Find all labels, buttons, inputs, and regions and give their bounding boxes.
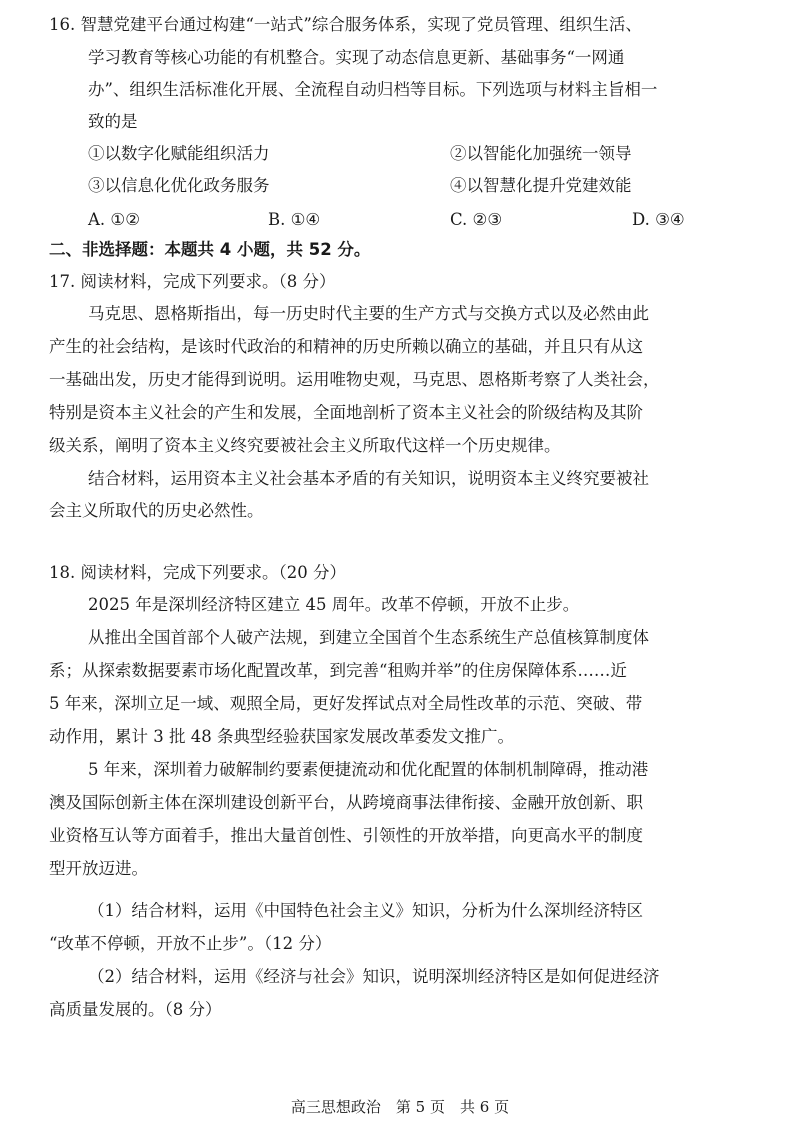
q18-material-line: 动作用，累计 3 批 48 条典型经验获国家发展改革委发文推广。 xyxy=(49,727,514,746)
q18-material-line: 型开放迈进。 xyxy=(49,859,148,878)
q17-material-line: 一基础出发，历史才能得到说明。运用唯物史观，马克思、恩格斯考察了人类社会， xyxy=(49,370,660,389)
q18-material-line: 2025 年是深圳经济特区建立 45 周年。改革不停顿，开放不止步。 xyxy=(88,595,580,614)
q17-material-line: 产生的社会结构，是该时代政治的和精神的历史所赖以确立的基础，并且只有从这 xyxy=(49,337,643,356)
q17-material-line: 特别是资本主义社会的产生和发展，全面地剖析了资本主义社会的阶级结构及其阶 xyxy=(49,403,643,422)
q18-subquestion-2-cont: 高质量发展的。（8 分） xyxy=(49,1000,222,1019)
q17-question-line: 结合材料，运用资本主义社会基本矛盾的有关知识，说明资本主义终究要被社 xyxy=(88,469,649,488)
q16-option-a: A. ①② xyxy=(88,210,140,229)
q18-subquestion-2: （2）结合材料，运用《经济与社会》知识，说明深圳经济特区是如何促进经济 xyxy=(88,967,660,986)
page-footer: 高三思想政治 第 5 页 共 6 页 xyxy=(290,1098,510,1116)
q18-subquestion-1-cont: “改革不停顿，开放不止步”。（12 分） xyxy=(49,934,332,953)
q16-line-2: 学习教育等核心功能的有机整合。实现了动态信息更新、基础事务“一网通 xyxy=(88,48,625,67)
q18-material-line: 从推出全国首部个人破产法规，到建立全国首个生态系统生产总值核算制度体 xyxy=(88,628,649,647)
q17-question-line: 会主义所取代的历史必然性。 xyxy=(49,501,264,520)
q17-title: 17. 阅读材料，完成下列要求。（8 分） xyxy=(49,272,336,291)
q16-statement-1: ①以数字化赋能组织活力 xyxy=(88,144,270,163)
q18-subquestion-1: （1）结合材料，运用《中国特色社会主义》知识，分析为什么深圳经济特区 xyxy=(88,901,643,920)
q18-material-line: 业资格互认等方面着手，推出大量首创性、引领性的开放举措，向更高水平的制度 xyxy=(49,826,643,845)
q16-line-4: 致的是 xyxy=(88,112,138,131)
q16-statement-3: ③以信息化优化政务服务 xyxy=(88,176,270,195)
q17-material-line: 级关系，阐明了资本主义终究要被社会主义所取代这样一个历史规律。 xyxy=(49,436,561,455)
q16-option-b: B. ①④ xyxy=(268,210,321,229)
q18-title: 18. 阅读材料，完成下列要求。（20 分） xyxy=(49,563,346,582)
q16-statement-4: ④以智慧化提升党建效能 xyxy=(450,176,632,195)
q18-material-line: 5 年来，深圳立足一域、观照全局，更好发挥试点对全局性改革的示范、突破、带 xyxy=(49,694,643,713)
q16-statement-2: ②以智能化加强统一领导 xyxy=(450,144,632,163)
q18-material-line: 5 年来，深圳着力破解制约要素便捷流动和优化配置的体制机制障碍，推动港 xyxy=(88,760,649,779)
q16-line-3: 办”、组织生活标准化开展、全流程自动归档等目标。下列选项与材料主旨相一 xyxy=(88,80,658,99)
section-heading: 二、非选择题：本题共 4 小题，共 52 分。 xyxy=(49,240,371,259)
q17-material-line: 马克思、恩格斯指出，每一历史时代主要的生产方式与交换方式以及必然由此 xyxy=(88,304,649,323)
q18-material-line: 系；从探索数据要素市场化配置改革，到完善“租购并举”的住房保障体系……近 xyxy=(49,661,627,680)
q16-option-c: C. ②③ xyxy=(450,210,503,229)
q16-line-1: 16. 智慧党建平台通过构建“一站式”综合服务体系，实现了党员管理、组织生活、 xyxy=(49,15,642,34)
q16-option-d: D. ③④ xyxy=(632,210,685,229)
q18-material-line: 澳及国际创新主体在深圳建设创新平台，从跨境商事法律衔接、金融开放创新、职 xyxy=(49,793,643,812)
